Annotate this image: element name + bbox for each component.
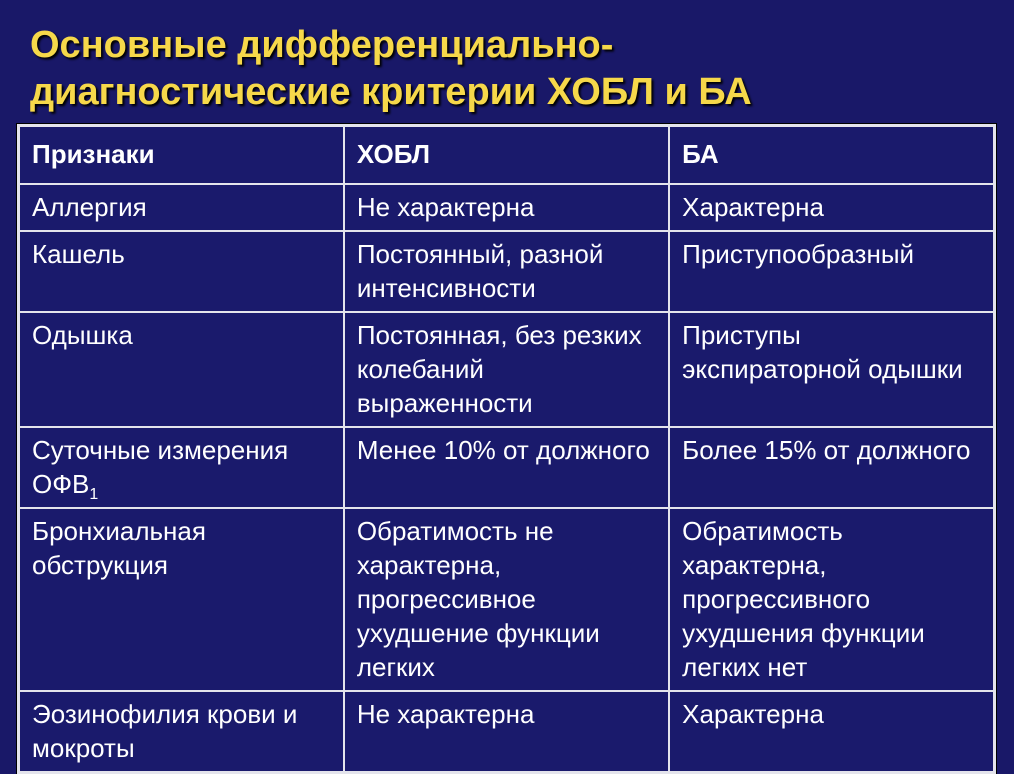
title-line-2: диагностические критерии ХОБЛ и БА — [30, 71, 752, 113]
header-asthma: БА — [669, 126, 994, 185]
row-asthma-cell: Характерна — [669, 184, 994, 231]
table-header-row — [19, 126, 995, 185]
title-line-1: Основные дифференциально- — [30, 24, 614, 66]
row-asthma-cell: Приступы экспираторной одышки — [669, 312, 994, 427]
row-copd-cell: Постоянная, без резких колебаний выраженности — [344, 312, 669, 427]
table-row — [19, 508, 995, 691]
row-sign-cell — [19, 427, 344, 508]
row-copd-cell: Менее 10% от должного — [344, 427, 669, 508]
table-row — [19, 231, 995, 312]
row-asthma-cell: Приступообразный — [669, 231, 994, 312]
row-copd-cell: Обратимость не характерна, прогрессивное ухудшение функции легких — [344, 508, 669, 691]
table-row — [19, 427, 995, 508]
table-row — [19, 184, 995, 231]
row-asthma-cell: Обратимость характерна, прогрессивного ухудшения функции легких нет — [669, 508, 994, 691]
slide-title — [30, 22, 970, 116]
row-copd-cell: Не характерна — [344, 184, 669, 231]
header-signs: Признаки — [19, 126, 344, 185]
row-copd-cell: Постоянный, разной интенсивности — [344, 231, 669, 312]
row-sign-cell: Кашель — [19, 231, 344, 312]
row-sign-text: Суточные измерения ОФВ — [32, 435, 289, 499]
table-row — [19, 312, 995, 427]
row-asthma-cell: Более 15% от должного — [669, 427, 994, 508]
table-row — [19, 691, 995, 773]
row-sign-subscript: 1 — [89, 486, 99, 504]
row-sign-cell: Эозинофилия крови и мокроты — [19, 691, 344, 773]
criteria-table — [17, 124, 996, 774]
row-copd-cell: Не характерна — [344, 691, 669, 773]
row-sign-cell: Бронхиальная обструкция — [19, 508, 344, 691]
row-sign-cell: Одышка — [19, 312, 344, 427]
row-asthma-cell: Характерна — [669, 691, 994, 773]
row-sign-cell: Аллергия — [19, 184, 344, 231]
header-copd: ХОБЛ — [344, 126, 669, 185]
